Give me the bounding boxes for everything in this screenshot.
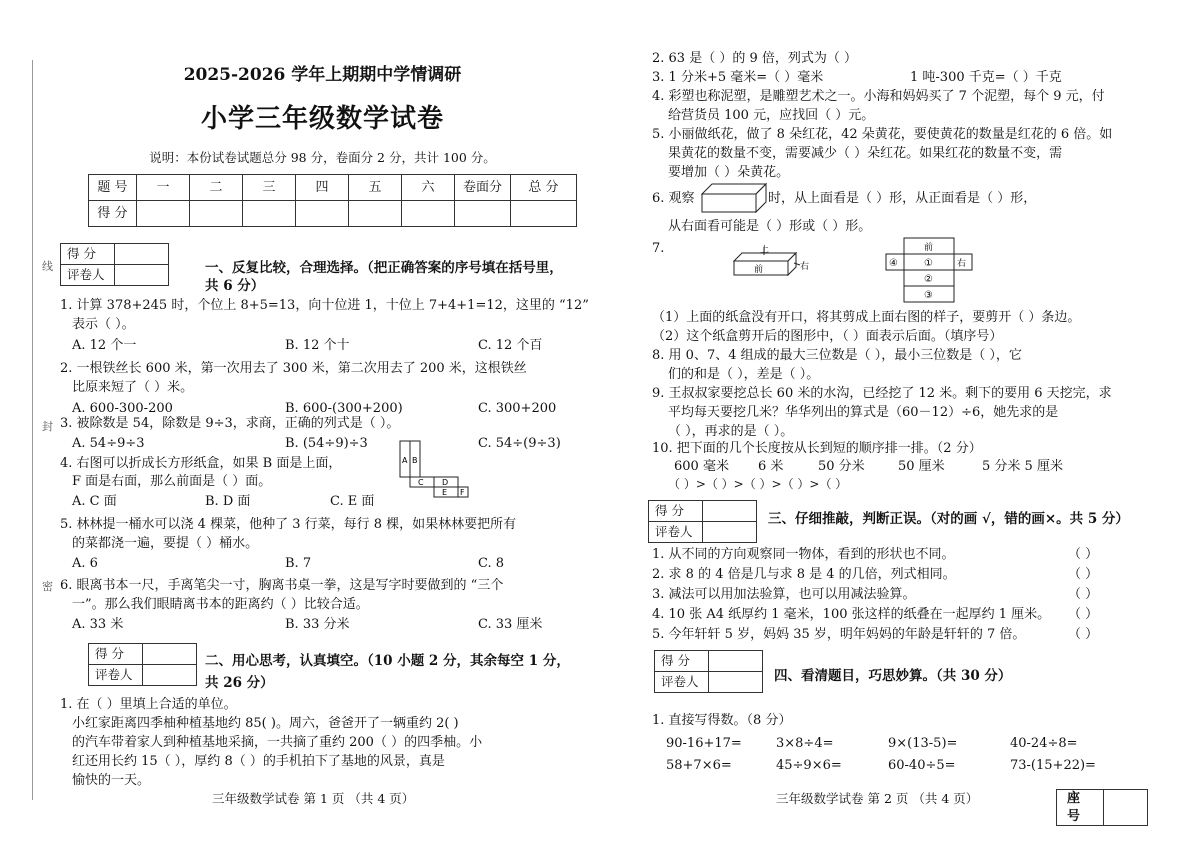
length-item: 50 厘米 bbox=[898, 459, 945, 474]
q2-7-number: 7. bbox=[652, 241, 665, 256]
calc-item[interactable]: 3×8÷4= bbox=[776, 736, 834, 751]
page-2-footer: 三年级数学试卷 第 2 页 （共 4 页） bbox=[776, 791, 979, 806]
net7-label-front: 前 bbox=[924, 243, 934, 253]
score-cell[interactable] bbox=[349, 201, 402, 227]
q2-6-text-2: 从右面看可能是（ ）形或（ ）形。 bbox=[668, 219, 872, 234]
net-label-b: B bbox=[412, 456, 418, 465]
judge-item: 2. 求 8 的 4 倍是几与求 8 是 4 的几倍，列式相同。 bbox=[652, 567, 956, 582]
score-header-cell: 一 bbox=[137, 175, 190, 201]
grader-box bbox=[648, 500, 757, 543]
option-b[interactable]: B. 12 个十 bbox=[285, 338, 350, 353]
q2-8-text-2: 们的和是（ ），差是（ ）。 bbox=[668, 367, 820, 382]
option-c[interactable]: C. E 面 bbox=[330, 494, 375, 509]
grader-score-cell[interactable] bbox=[709, 651, 763, 672]
calc-item[interactable]: 40-24÷8= bbox=[1010, 736, 1078, 751]
score-header-cell: 四 bbox=[296, 175, 349, 201]
open-box-net-diagram bbox=[884, 236, 992, 306]
section-1-title-2: 共 6 分） bbox=[205, 278, 265, 294]
q1-1-text-2: 表示（ ）。 bbox=[72, 317, 135, 332]
page-2 bbox=[648, 0, 1148, 848]
calc-item[interactable]: 60-40÷5= bbox=[888, 758, 956, 773]
score-header-cell: 卷面分 bbox=[455, 175, 511, 201]
score-header-cell: 六 bbox=[402, 175, 455, 201]
option-b[interactable]: B. 33 分米 bbox=[285, 617, 350, 632]
exam-subtitle: 小学三年级数学试卷 bbox=[200, 104, 444, 134]
option-a[interactable]: A. 600-300-200 bbox=[72, 401, 173, 416]
score-cell[interactable] bbox=[455, 201, 511, 227]
judge-item: 1. 从不同的方向观察同一物体，看到的形状也不同。 bbox=[652, 547, 955, 562]
grader-name-label: 评卷人 bbox=[649, 522, 703, 543]
judge-item: 4. 10 张 A4 纸厚约 1 毫米，100 张这样的纸叠在一起厚约 1 厘米。 bbox=[652, 607, 1051, 622]
q2-10-blanks[interactable]: （ ）>（ ）>（ ）>（ ）>（ ） bbox=[668, 477, 848, 491]
q2-1-text-5: 愉快的一天。 bbox=[72, 773, 151, 788]
exam-note: 说明：本份试卷试题总分 98 分，卷面分 2 分，共计 100 分。 bbox=[149, 150, 496, 165]
q2-1-text-4: 红还用长约 15（ ），厚约 8（ ）的手机拍下了基地的风景，真是 bbox=[72, 754, 445, 769]
q2-4-text: 4. 彩塑也称泥塑，是雕塑艺术之一。小海和妈妈买了 7 个泥塑，每个 9 元，付 bbox=[652, 89, 1105, 104]
q1-4-text-2: F 面是右面，那么前面是（ ）面。 bbox=[72, 474, 272, 489]
seat-number-cell[interactable] bbox=[1104, 790, 1148, 826]
option-b[interactable]: B. 600-(300+200) bbox=[285, 401, 403, 416]
judge-blank[interactable]: （ ） bbox=[1068, 587, 1099, 602]
grader-score-label: 得 分 bbox=[655, 651, 709, 672]
option-a[interactable]: A. 6 bbox=[72, 556, 98, 571]
score-cell[interactable] bbox=[243, 201, 296, 227]
binding-line bbox=[32, 60, 33, 800]
grader-name-label: 评卷人 bbox=[655, 672, 709, 693]
option-c[interactable]: C. 300+200 bbox=[478, 401, 557, 416]
net7-label-right: 右 bbox=[957, 259, 967, 269]
score-cell[interactable] bbox=[296, 201, 349, 227]
exam-header-title: 2025-2026 学年上期期中学情调研 bbox=[183, 65, 462, 85]
grader-score-label: 得 分 bbox=[61, 244, 115, 265]
option-c[interactable]: C. 8 bbox=[478, 556, 505, 571]
q1-5-text-2: 的菜都浇一遍，要提（ ）桶水。 bbox=[72, 536, 259, 551]
net-label-d: D bbox=[442, 478, 449, 487]
option-b[interactable]: B. 7 bbox=[285, 556, 312, 571]
net7-label-4: ④ bbox=[889, 258, 898, 269]
calc-item[interactable]: 73-(15+22)= bbox=[1010, 758, 1096, 773]
score-header-cell: 三 bbox=[243, 175, 296, 201]
grader-box bbox=[654, 650, 763, 693]
score-table bbox=[88, 174, 577, 227]
q2-5-text: 5. 小丽做纸花，做了 8 朵红花，42 朵黄花，要使黄花的数量是红花的 6 倍。如 bbox=[652, 127, 1113, 142]
binding-char-2: 封 bbox=[42, 420, 53, 433]
judge-blank[interactable]: （ ） bbox=[1068, 567, 1099, 582]
length-item: 600 毫米 bbox=[674, 459, 729, 474]
section-3-title: 三、仔细推敲，判断正误。（对的画 √，错的画×。共 5 分） bbox=[768, 511, 1129, 527]
net7-label-1: ① bbox=[924, 258, 933, 269]
option-a[interactable]: A. 54÷9÷3 bbox=[72, 436, 145, 451]
q2-10-text: 10. 把下面的几个长度按从长到短的顺序排一排。（2 分） bbox=[652, 441, 982, 456]
score-cell[interactable] bbox=[402, 201, 455, 227]
net7-label-3: ③ bbox=[924, 290, 933, 301]
grader-name-cell[interactable] bbox=[703, 522, 757, 543]
score-row-label: 得 分 bbox=[89, 201, 137, 227]
score-header-cell: 二 bbox=[190, 175, 243, 201]
section-2-title: 二、用心思考，认真填空。（10 小题 2 分，其余每空 1 分， bbox=[205, 653, 570, 669]
page-1 bbox=[60, 0, 589, 848]
cuboid-icon bbox=[700, 182, 768, 216]
grader-score-cell[interactable] bbox=[115, 244, 169, 265]
grader-name-cell[interactable] bbox=[709, 672, 763, 693]
q2-7-text-2: （2）这个纸盒剪开后的图形中，（ ）面表示后面。（填序号） bbox=[652, 329, 1003, 344]
seat-number-box bbox=[1056, 789, 1148, 826]
grader-box bbox=[88, 643, 197, 686]
score-header-cell: 五 bbox=[349, 175, 402, 201]
grader-name-label: 评卷人 bbox=[61, 265, 115, 286]
q2-1-text: 1. 在（ ）里填上合适的单位。 bbox=[60, 697, 237, 712]
q2-9-text-3: （ ），再求的是（ ）。 bbox=[668, 424, 794, 439]
grader-score-cell[interactable] bbox=[703, 501, 757, 522]
grader-box bbox=[60, 243, 169, 286]
closed-box-diagram bbox=[730, 245, 810, 285]
binding-char-1: 线 bbox=[42, 260, 53, 273]
q2-1-text-3: 的汽车带着家人到种植基地采摘，一共摘了重约 200（ ）的四季柚。小 bbox=[72, 735, 483, 750]
q1-5-text: 5. 林林提一桶水可以浇 4 棵菜，他种了 3 行菜，每行 8 棵，如果林林要把所有 bbox=[60, 517, 517, 532]
option-c[interactable]: C. 54÷(9÷3) bbox=[478, 436, 561, 451]
q2-5-text-3: 要增加（ ）朵黄花。 bbox=[668, 165, 790, 180]
grader-name-label: 评卷人 bbox=[89, 665, 143, 686]
q4-1-text: 1. 直接写得数。（8 分） bbox=[652, 713, 792, 728]
q2-6-prefix: 6. 观察 bbox=[652, 191, 695, 206]
grader-name-cell[interactable] bbox=[115, 265, 169, 286]
score-header-cell: 题 号 bbox=[89, 175, 137, 201]
q2-8-text: 8. 用 0、7、4 组成的最大三位数是（ ），最小三位数是（ ），它 bbox=[652, 348, 1022, 363]
box-net-diagram bbox=[398, 439, 488, 509]
section-2-title-2: 共 26 分） bbox=[205, 675, 274, 691]
option-a[interactable]: A. 12 个一 bbox=[72, 338, 137, 353]
grader-score-label: 得 分 bbox=[649, 501, 703, 522]
length-item: 50 分米 bbox=[818, 459, 865, 474]
q2-7-text-1: （1）上面的纸盒没有开口，将其剪成上面右图的样子，要剪开（ ）条边。 bbox=[652, 310, 1081, 325]
q2-9-text: 9. 王叔叔家要挖总长 60 米的水沟，已经挖了 12 米。剩下的要用 6 天挖完，求 bbox=[652, 386, 1112, 401]
judge-blank[interactable]: （ ） bbox=[1068, 607, 1099, 622]
length-item: 5 分米 5 厘米 bbox=[982, 459, 1063, 474]
q2-1-text-2: 小红家距离四季柚种植基地约 85( )。周六，爸爸开了一辆重约 2( ) bbox=[72, 716, 459, 731]
q1-6-text: 6. 眼离书本一尺，手离笔尖一寸，胸离书桌一拳，这是写字时要做到的 “三个 bbox=[60, 578, 504, 593]
section-1-title: 一、反复比较，合理选择。（把正确答案的序号填在括号里， bbox=[205, 260, 563, 276]
net-label-a: A bbox=[402, 456, 408, 465]
q2-5-text-2: 果黄花的数量不变，需要减少（ ）朵红花。如果红花的数量不变，需 bbox=[668, 146, 1063, 161]
section-4-title: 四、看清题目，巧思妙算。（共 30 分） bbox=[774, 668, 1012, 684]
option-a[interactable]: A. C 面 bbox=[72, 494, 117, 509]
q2-6-text: 时，从上面看是（ ）形，从正面看是（ ）形， bbox=[768, 191, 1037, 206]
option-c[interactable]: C. 33 厘米 bbox=[478, 617, 543, 632]
binding-edge bbox=[10, 60, 53, 800]
net7-label-2: ② bbox=[924, 274, 933, 285]
q1-2-text-2: 比原来短了（ ）米。 bbox=[72, 380, 194, 395]
box-label-top: 上 bbox=[760, 245, 770, 255]
q2-3-text-b: 1 吨-300 千克=（ ）千克 bbox=[910, 70, 1062, 85]
box-label-front: 前 bbox=[754, 265, 764, 275]
box-label-right: 右 bbox=[800, 262, 810, 272]
page-1-footer: 三年级数学试卷 第 1 页 （共 4 页） bbox=[212, 791, 415, 806]
net-label-e: E bbox=[442, 488, 448, 497]
option-c[interactable]: C. 12 个百 bbox=[478, 338, 543, 353]
grader-score-label: 得 分 bbox=[89, 644, 143, 665]
judge-blank[interactable]: （ ） bbox=[1068, 627, 1099, 642]
net-label-f: F bbox=[460, 488, 465, 497]
calc-item[interactable]: 90-16+17= bbox=[666, 736, 742, 751]
grader-name-cell[interactable] bbox=[143, 665, 197, 686]
q2-9-text-2: 平均每天要挖几米？华华列出的算式是（60－12）÷6，她先求的是 bbox=[668, 405, 1059, 420]
length-item: 6 米 bbox=[758, 459, 784, 474]
seat-number-label: 座 号 bbox=[1057, 790, 1104, 826]
judge-blank[interactable]: （ ） bbox=[1068, 547, 1099, 562]
calc-item[interactable]: 58+7×6= bbox=[666, 758, 732, 773]
score-cell[interactable] bbox=[190, 201, 243, 227]
option-b[interactable]: B. (54÷9)÷3 bbox=[285, 436, 368, 451]
q1-2-text: 2. 一根铁丝长 600 米，第一次用去了 300 米，第二次用去了 200 米，这根铁丝 bbox=[60, 361, 527, 376]
q1-3-text: 3. 被除数是 54，除数是 9÷3，求商，正确的列式是（ ）。 bbox=[60, 416, 400, 431]
q2-3-text-a: 3. 1 分米+5 毫米=（ ）毫米 bbox=[652, 70, 824, 85]
option-b[interactable]: B. D 面 bbox=[205, 494, 251, 509]
score-header-cell: 总 分 bbox=[511, 175, 577, 201]
q1-1-text: 1. 计算 378+245 时，个位上 8+5=13，向十位进 1，十位上 7+4+1=12，这里的 “12” bbox=[60, 298, 589, 313]
net-label-c: C bbox=[418, 478, 424, 487]
calc-item[interactable]: 45÷9×6= bbox=[776, 758, 842, 773]
score-cell[interactable] bbox=[137, 201, 190, 227]
grader-score-cell[interactable] bbox=[143, 644, 197, 665]
q1-4-text: 4. 右图可以折成长方形纸盒，如果 B 面是上面， bbox=[60, 456, 342, 471]
q2-4-text-2: 给营货员 100 元，应找回（ ）元。 bbox=[668, 108, 875, 123]
option-a[interactable]: A. 33 米 bbox=[72, 617, 124, 632]
calc-item[interactable]: 9×(13-5)= bbox=[888, 736, 958, 751]
q2-2-text: 2. 63 是（ ）的 9 倍，列式为（ ） bbox=[652, 51, 858, 66]
binding-char-3: 密 bbox=[42, 580, 53, 593]
score-cell[interactable] bbox=[511, 201, 577, 227]
judge-item: 5. 今年轩轩 5 岁，妈妈 35 岁，明年妈妈的年龄是轩轩的 7 倍。 bbox=[652, 627, 1026, 642]
judge-item: 3. 减法可以用加法验算，也可以用减法验算。 bbox=[652, 587, 916, 602]
q1-6-text-2: 一”。那么我们眼睛离书本的距离约（ ）比较合适。 bbox=[72, 597, 369, 612]
